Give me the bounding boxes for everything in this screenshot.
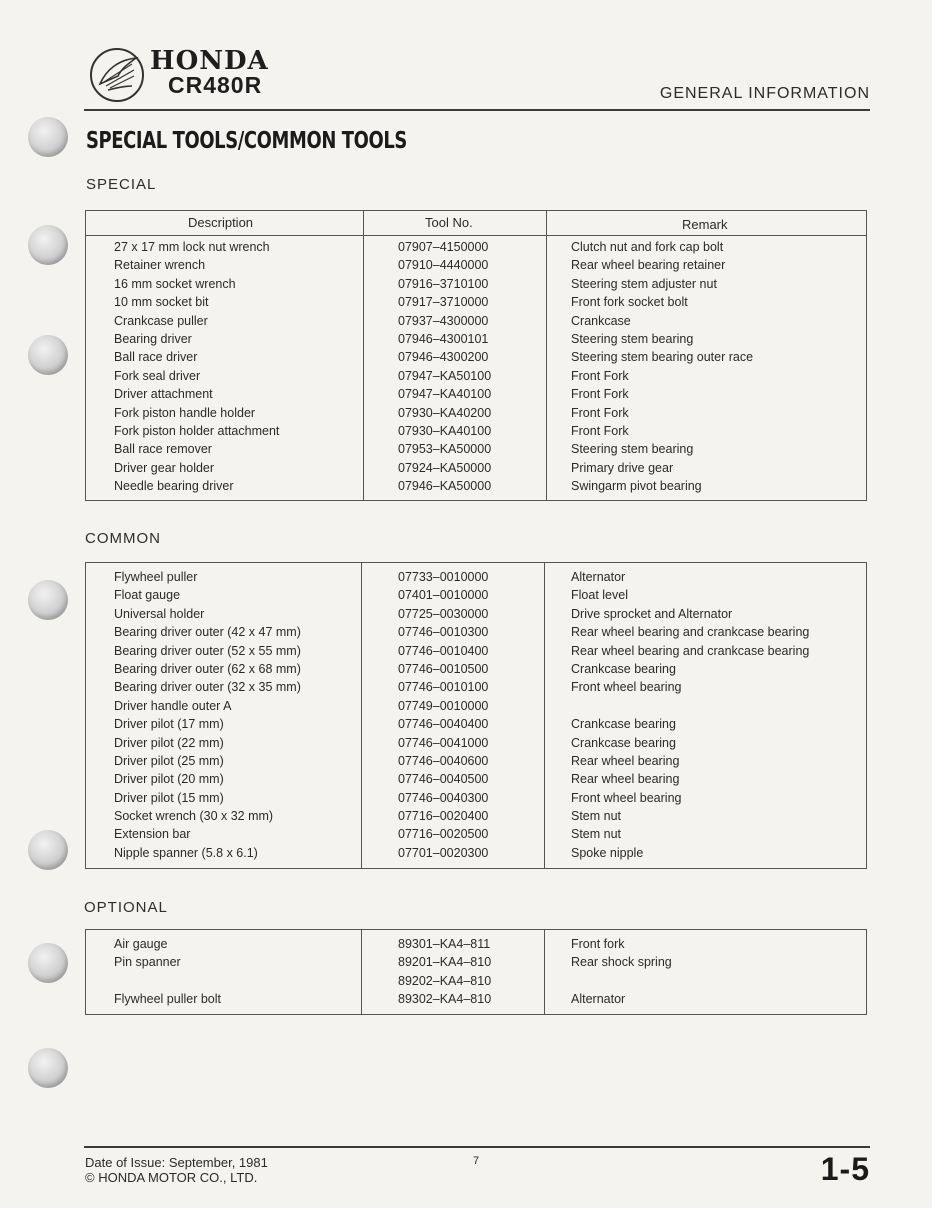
table-row: [86, 459, 866, 477]
cell-remark: Stem nut: [571, 809, 622, 824]
cell-tool-no: 07725–0030000: [398, 606, 489, 621]
table-row: [86, 275, 866, 293]
header-divider: [84, 109, 870, 111]
cell-description: Pin spanner: [114, 955, 181, 970]
cell-remark: Rear wheel bearing and crankcase bearing: [571, 625, 810, 640]
binder-hole: [28, 1048, 68, 1088]
cell-description: Driver attachment: [114, 387, 213, 402]
cell-remark: Rear wheel bearing: [571, 772, 680, 787]
cell-description: Bearing driver outer (32 x 35 mm): [114, 680, 301, 695]
cell-description: Bearing driver outer (52 x 55 mm): [114, 643, 301, 658]
cell-remark: Alternator: [571, 992, 626, 1007]
table-row: [86, 844, 866, 862]
cell-description: Flywheel puller bolt: [114, 992, 221, 1007]
page-title: SPECIAL TOOLS/COMMON TOOLS: [86, 128, 407, 154]
cell-tool-no: 07746–0010100: [398, 680, 489, 695]
cell-remark: Float level: [571, 588, 628, 603]
cell-tool-no: 07947–KA50100: [398, 368, 492, 383]
cell-description: Bearing driver: [114, 331, 192, 346]
cell-remark: Crankcase: [571, 313, 631, 328]
cell-tool-no: 07910–4440000: [398, 258, 489, 273]
column-header-description: Description: [188, 215, 254, 230]
cell-description: Driver gear holder: [114, 460, 215, 475]
table-row: [86, 972, 866, 990]
special-heading: SPECIAL: [86, 176, 157, 193]
cell-tool-no: 07749–0010000: [398, 698, 489, 713]
table-row: [86, 660, 866, 678]
center-page-number: 7: [473, 1155, 480, 1167]
cell-tool-no: 07937–4300000: [398, 313, 489, 328]
cell-remark: Front Fork: [571, 405, 629, 420]
cell-description: Float gauge: [114, 588, 181, 603]
cell-remark: Crankcase bearing: [571, 717, 676, 732]
model-name: CR480R: [168, 72, 263, 98]
cell-tool-no: 07746–0010300: [398, 625, 489, 640]
cell-description: Bearing driver outer (62 x 68 mm): [114, 661, 301, 676]
table-row: [86, 330, 866, 348]
binder-hole: [28, 117, 68, 157]
cell-tool-no: 07953–KA50000: [398, 442, 492, 457]
cell-remark: Front wheel bearing: [571, 680, 682, 695]
table-row: [86, 312, 866, 330]
cell-description: Fork piston holder attachment: [114, 423, 280, 438]
cell-description: Driver pilot (15 mm): [114, 790, 224, 805]
cell-remark: Steering stem bearing: [571, 442, 694, 457]
cell-tool-no: 07746–0010400: [398, 643, 489, 658]
cell-remark: Clutch nut and fork cap bolt: [571, 240, 724, 254]
column-header-remark: Remark: [682, 217, 728, 232]
table-row: [86, 642, 866, 660]
cell-remark: Front Fork: [571, 423, 629, 438]
cell-tool-no: 07716–0020400: [398, 809, 489, 824]
cell-remark: Primary drive gear: [571, 460, 674, 475]
cell-remark: Front fork: [571, 937, 625, 951]
cell-tool-no: 07924–KA50000: [398, 460, 492, 475]
cell-remark: Crankcase bearing: [571, 735, 676, 750]
table-row: [86, 348, 866, 366]
cell-remark: Front fork socket bolt: [571, 295, 688, 310]
table-row: [86, 752, 866, 770]
binder-hole: [28, 580, 68, 620]
optional-heading: OPTIONAL: [84, 899, 168, 916]
table-row: [86, 990, 866, 1008]
binder-hole: [28, 943, 68, 983]
cell-description: 10 mm socket bit: [114, 295, 209, 310]
cell-remark: Crankcase bearing: [571, 661, 676, 676]
cell-remark: Front Fork: [571, 387, 629, 402]
cell-tool-no: 89302–KA4–810: [398, 992, 492, 1007]
table-row: [86, 385, 866, 403]
cell-description: Needle bearing driver: [114, 479, 234, 494]
section-heading: GENERAL INFORMATION: [659, 85, 870, 102]
cell-description: Air gauge: [114, 937, 168, 951]
cell-tool-no: 07746–0010500: [398, 661, 489, 676]
common-rows: [86, 568, 866, 862]
cell-tool-no: 07930–KA40100: [398, 423, 492, 438]
cell-description: Driver pilot (25 mm): [114, 753, 224, 768]
cell-remark: Rear shock spring: [571, 955, 672, 970]
column-header-tool-no: Tool No.: [425, 215, 473, 230]
table-row: [86, 422, 866, 440]
cell-description: Driver pilot (20 mm): [114, 772, 224, 787]
cell-description: Fork seal driver: [114, 368, 201, 383]
table-row: [86, 367, 866, 385]
table-row: [86, 935, 866, 953]
cell-remark: Stem nut: [571, 827, 622, 842]
cell-remark: Drive sprocket and Alternator: [571, 606, 733, 621]
cell-tool-no: 07733–0010000: [398, 570, 489, 584]
optional-rows: [86, 935, 866, 1009]
cell-tool-no: 07907–4150000: [398, 240, 489, 254]
table-row: [86, 678, 866, 696]
table-row: [86, 734, 866, 752]
cell-description: Driver pilot (22 mm): [114, 735, 224, 750]
copyright: © HONDA MOTOR CO., LTD.: [85, 1170, 258, 1185]
table-row: [86, 440, 866, 458]
cell-remark: Front wheel bearing: [571, 790, 682, 805]
cell-tool-no: 07716–0020500: [398, 827, 489, 842]
table-row: [86, 789, 866, 807]
table-row: [86, 623, 866, 641]
binder-hole: [28, 225, 68, 265]
cell-tool-no: 07916–3710100: [398, 276, 489, 291]
cell-description: Bearing driver outer (42 x 47 mm): [114, 625, 301, 640]
cell-remark: Rear wheel bearing: [571, 753, 680, 768]
cell-description: Ball race driver: [114, 350, 198, 365]
cell-remark: Steering stem adjuster nut: [571, 276, 717, 291]
table-row: [86, 953, 866, 971]
optional-tools-table: [85, 929, 867, 1015]
table-row: [86, 825, 866, 843]
cell-remark: Rear wheel bearing retainer: [571, 258, 726, 273]
cell-description: Extension bar: [114, 827, 191, 842]
cell-tool-no: 07746–0040300: [398, 790, 489, 805]
footer-divider: [84, 1146, 870, 1148]
cell-description: 27 x 17 mm lock nut wrench: [114, 240, 270, 254]
table-row: [86, 697, 866, 715]
special-tools-table: [85, 210, 867, 501]
common-heading: COMMON: [85, 530, 161, 547]
table-row: [86, 770, 866, 788]
page-number: 1-5: [820, 1151, 870, 1187]
cell-tool-no: 07701–0020300: [398, 845, 489, 860]
cell-tool-no: 07746–0040600: [398, 753, 489, 768]
cell-description: Ball race remover: [114, 442, 212, 457]
cell-tool-no: 07746–0041000: [398, 735, 489, 750]
table-row: [86, 807, 866, 825]
table-row: [86, 404, 866, 422]
cell-tool-no: 07746–0040500: [398, 772, 489, 787]
cell-tool-no: 07947–KA40100: [398, 387, 492, 402]
cell-description: Nipple spanner (5.8 x 6.1): [114, 845, 258, 860]
binder-hole: [28, 830, 68, 870]
cell-tool-no: 07930–KA40200: [398, 405, 492, 420]
cell-description: Socket wrench (30 x 32 mm): [114, 809, 274, 824]
cell-tool-no: 07746–0040400: [398, 717, 489, 732]
common-tools-table: [85, 562, 867, 869]
cell-tool-no: 07946–4300101: [398, 331, 489, 346]
cell-remark: Steering stem bearing outer race: [571, 350, 754, 365]
table-row: [86, 715, 866, 733]
cell-tool-no: 89201–KA4–810: [398, 955, 492, 970]
table-row: [86, 605, 866, 623]
table-row: [86, 293, 866, 311]
cell-description: Fork piston handle holder: [114, 405, 256, 420]
cell-tool-no: 89202–KA4–810: [398, 973, 492, 988]
table-row: [86, 238, 866, 256]
cell-description: Crankcase puller: [114, 313, 208, 328]
cell-remark: Swingarm pivot bearing: [571, 479, 702, 494]
cell-remark: Spoke nipple: [571, 845, 644, 860]
table-row: [86, 568, 866, 586]
brand-name: HONDA: [150, 46, 269, 76]
cell-remark: Alternator: [571, 570, 626, 584]
cell-description: Flywheel puller: [114, 570, 198, 584]
table-header: [86, 211, 866, 236]
cell-tool-no: 07401–0010000: [398, 588, 489, 603]
cell-description: Driver handle outer A: [114, 698, 232, 713]
special-rows: [86, 238, 866, 495]
cell-remark: Steering stem bearing: [571, 331, 694, 346]
cell-description: 16 mm socket wrench: [114, 276, 236, 291]
binder-hole: [28, 335, 68, 375]
cell-tool-no: 07917–3710000: [398, 295, 489, 310]
cell-tool-no: 89301–KA4–811: [398, 937, 491, 951]
cell-remark: Front Fork: [571, 368, 629, 383]
table-row: [86, 256, 866, 274]
cell-tool-no: 07946–4300200: [398, 350, 489, 365]
table-row: [86, 477, 866, 495]
honda-wing-logo-icon: [88, 46, 146, 104]
cell-description: Retainer wrench: [114, 258, 206, 273]
cell-description: Driver pilot (17 mm): [114, 717, 224, 732]
cell-tool-no: 07946–KA50000: [398, 479, 492, 494]
issue-date: Date of Issue: September, 1981: [85, 1155, 268, 1170]
cell-remark: Rear wheel bearing and crankcase bearing: [571, 643, 810, 658]
table-row: [86, 586, 866, 604]
cell-description: Universal holder: [114, 606, 205, 621]
